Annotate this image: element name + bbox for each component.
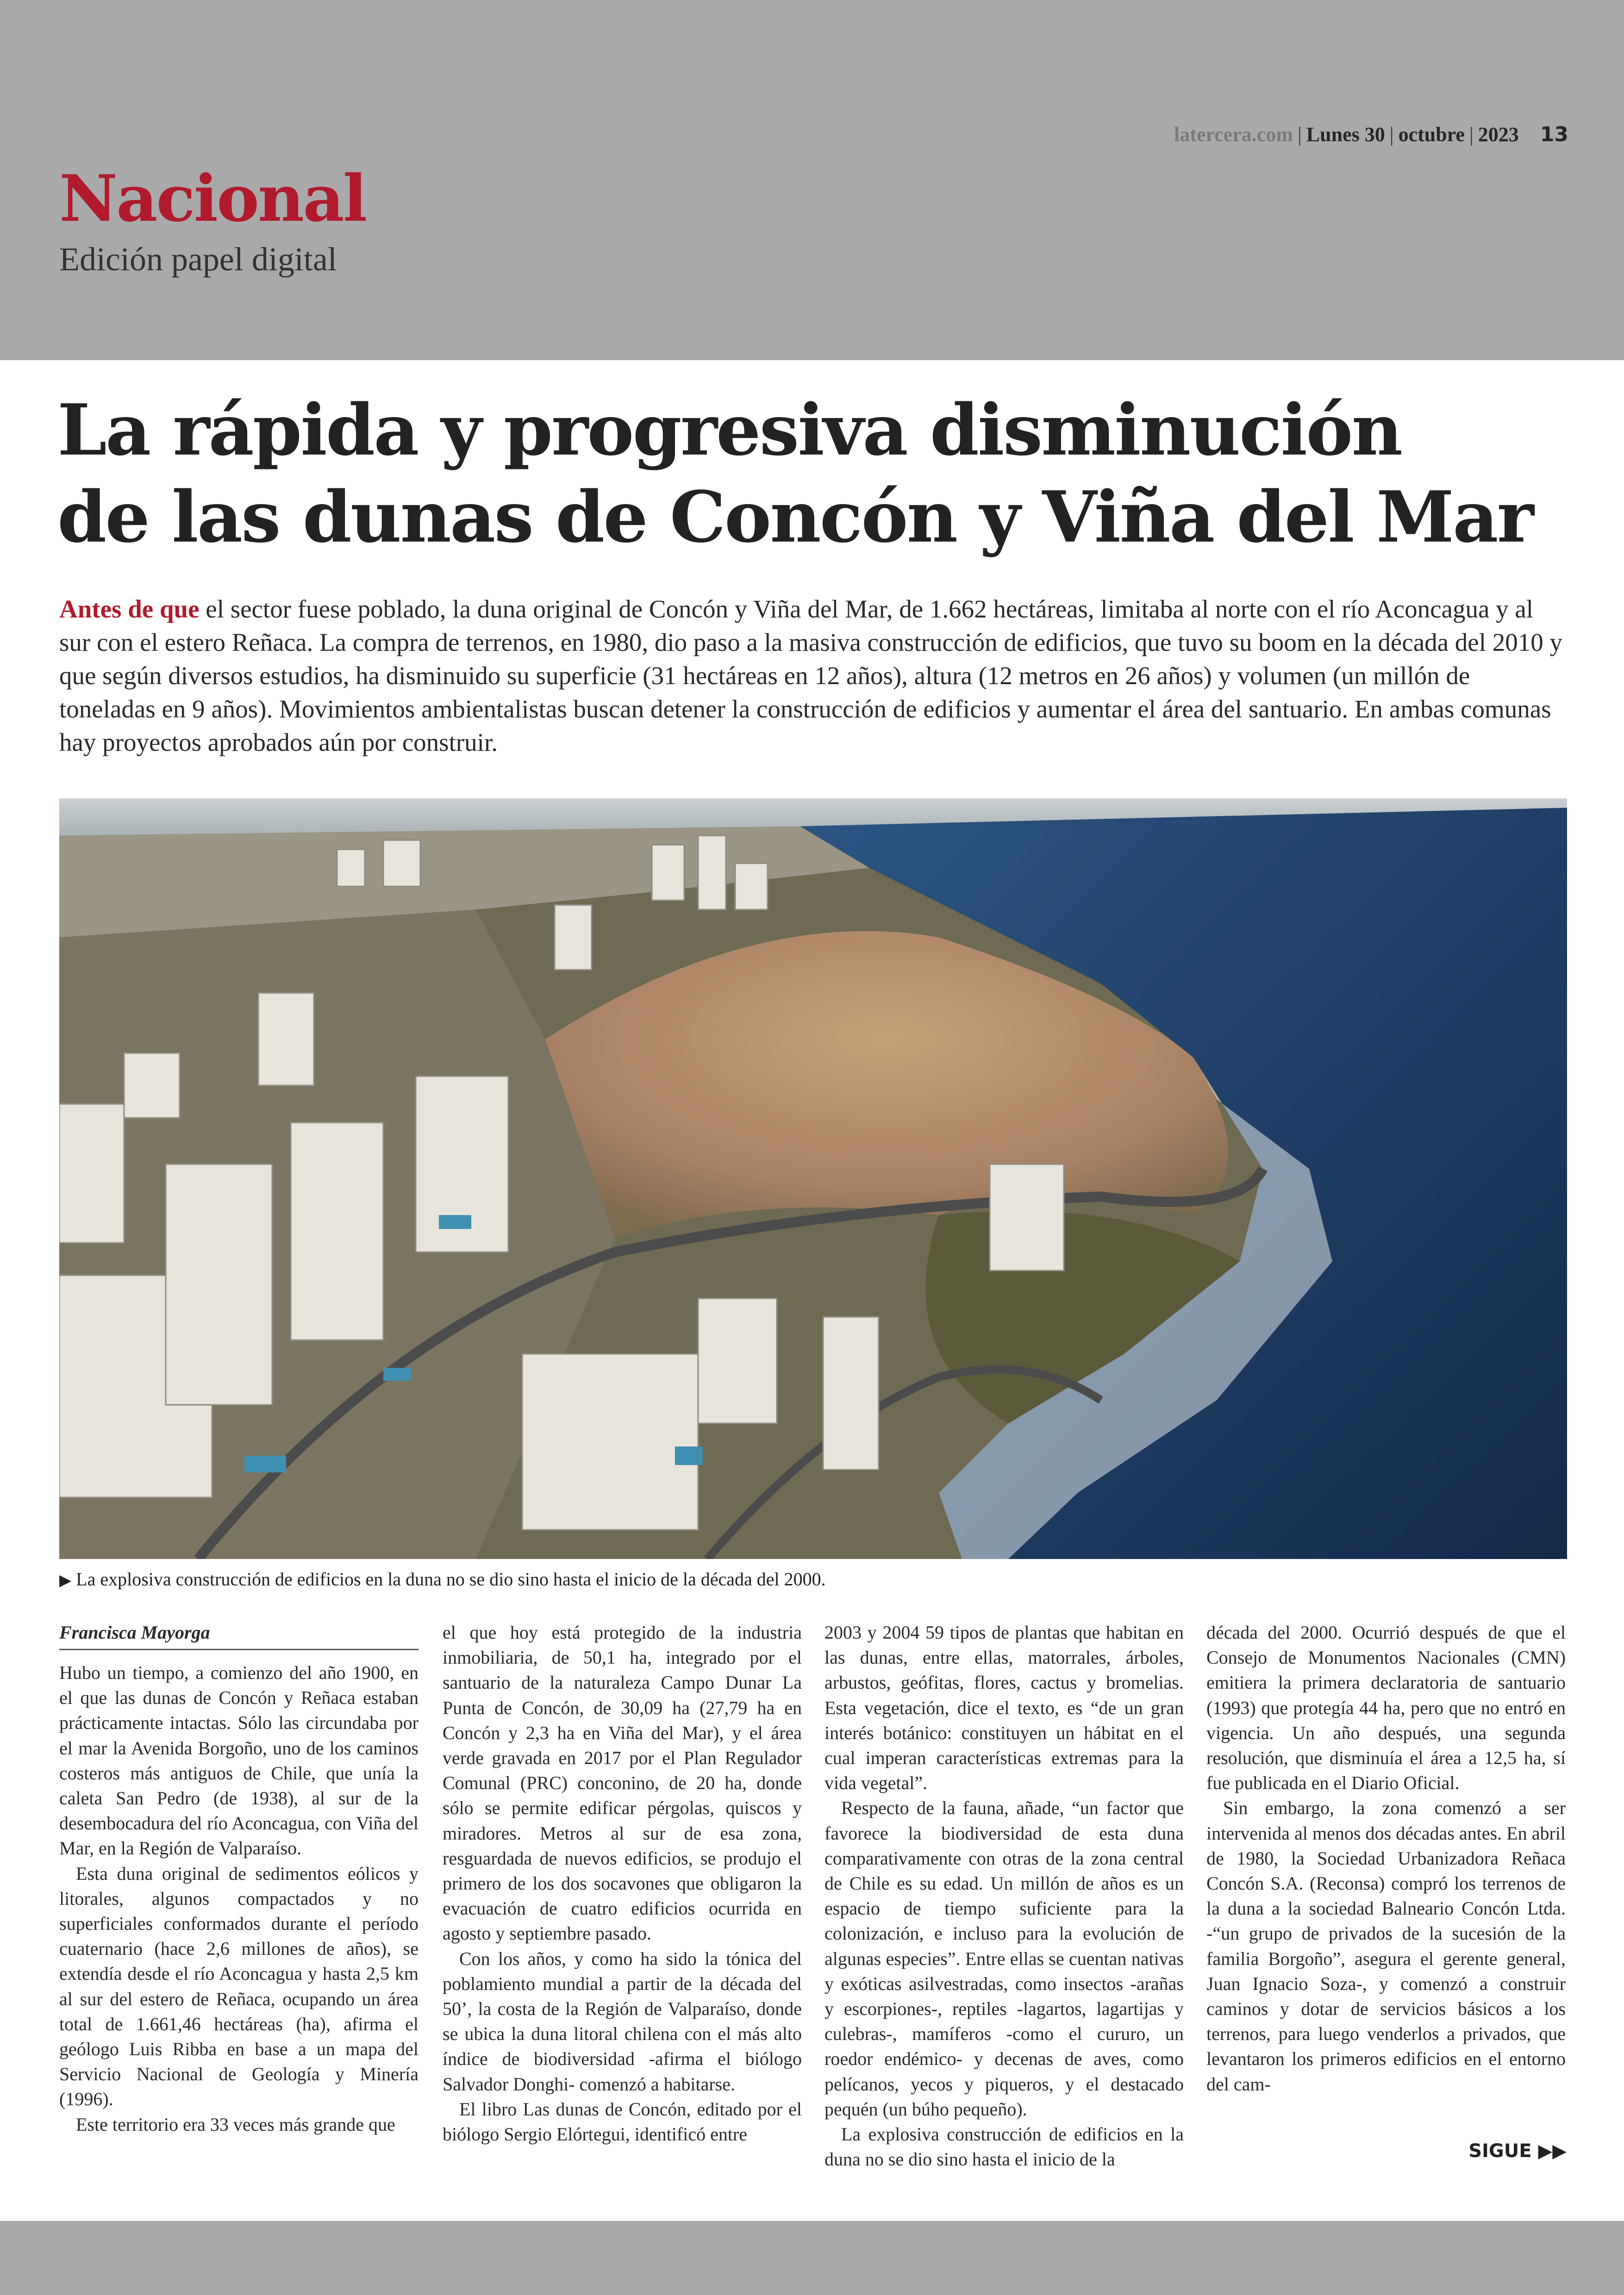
article-headline: [57, 387, 1576, 561]
paragraph: El libro Las dunas de Concón, editado por el biólogo Sergio Elórtegui, identificó entre: [443, 2098, 802, 2145]
lead-kicker: Antes de que: [59, 595, 200, 623]
caption-text: La explosiva construcción de edificios en la duna no se dio sino hasta el inicio de la década del 2000.: [76, 1569, 826, 1590]
photo-caption: [59, 1568, 1568, 1590]
article-lead: [59, 592, 1568, 759]
paragraph: Con los años, y como ha sido la tónica del poblamiento mundial a partir de la década del 50’, la costa de la Región de Valparaíso, donde se ubica la duna litoral chilena con el más alto índice de biodiversidad -afirma el biólogo Salvador Donghi- comenzó a habitarse.: [443, 1948, 802, 2095]
photo-illustration: [59, 798, 1567, 1559]
continue-link[interactable]: [1468, 2140, 1567, 2162]
headline-line-1: La rápida y progresiva disminución: [57, 388, 1402, 471]
page-number: 13: [1540, 123, 1568, 146]
aerial-dune-photo: [59, 798, 1567, 1559]
headline-line-2: de las dunas de Concón y Viña del Mar: [57, 475, 1533, 558]
footer-band: [0, 2221, 1624, 2295]
continue-label: SIGUE: [1468, 2140, 1532, 2162]
site-link[interactable]: latercera.com: [1174, 123, 1293, 146]
paragraph: Hubo un tiempo, a comienzo del año 1900, en el que las dunas de Concón y Reñaca estaban prácticamente intactas. Sólo las circundaba por el mar la Avenida Borgoño, uno de los caminos costeros más antiguos de Chile, que unía la caleta San Pedro (de 1938), al sur de la desembocadura del río Aconcagua, con Viña del Mar, en la Región de Valparaíso.: [59, 1662, 418, 1859]
paragraph: Esta duna original de sedimentos eólicos y litorales, algunos compactados y no superficiales conformados durante el período cuaternario (hace 2,6 millones de años), se extendía desde el río Aconcagua y hasta 2,5 km al sur del estero de Reñaca, ocupando un área total de 1.661,46 hectáreas (ha), afirma el geólogo Luis Ribba en base a un mapa del Servicio Nacional de Geología y Minería (1996).: [59, 1863, 418, 2110]
paragraph: Respecto de la fauna, añade, “un factor que favorece la biodiversidad de esta duna comparativamente con otras de la zona central de Chile es su edad. Un millón de años es un espacio de tiempo suficiente para la colonización, e incluso para la evolución de algunas especies”. Entre ellas se cuentan nativas y exóticas asilvestradas, como insectos -arañas y escorpiones-, reptiles -lagartos, lagartijas y culebras-, mamíferos -como el cururo, un roedor endémico- y decenas de aves, como pelícanos, yecos y piqueros, y el destacado pequén (un búho pequeño).: [824, 1797, 1184, 2120]
byline: Francisca Mayorga: [59, 1620, 418, 1650]
paragraph: Este territorio era 33 veces más grande que: [76, 2114, 395, 2135]
double-arrow-icon: ▶▶: [1538, 2140, 1567, 2162]
paragraph: Sin embargo, la zona comenzó a ser intervenida al menos dos décadas antes. En abril de 1980, la Sociedad Urbanizadora Reñaca Concón S.A. (Reconsa) compró los terrenos de la duna a la sociedad Balneario Concón Ltda. -“un grupo de privados de la sucesión de la familia Borgoño”, asegura el gerente general, Juan Ignacio Soza-, y comenzó a construir caminos y dotar de servicios básicos a los terrenos, para luego venderlos a privados, que levantaron los primeros edificios en el entorno del cam-: [1206, 1797, 1566, 2095]
body-column-2: [443, 1620, 802, 2147]
caption-triangle-icon: ▶: [59, 1571, 72, 1590]
date-year: 2023: [1478, 123, 1519, 146]
edition-label: Edición papel digital: [59, 241, 337, 278]
lead-text: el sector fuese poblado, la duna original de Concón y Viña del Mar, de 1.662 hectáreas, limitaba al norte con el río Aconcagua y al sur con el estero Reñaca. La compra de terrenos, en 1980, dio paso a la masiva construcción de edificios, que tuvo su boom en la década del 2010 y que según diversos estudios, ha disminuido su superficie (31 hectáreas en 12 años), altura (12 metros en 26 años) y volumen (un millón de toneladas en 9 años). Movimientos ambientalistas buscan detener la construcción de edificios y aumentar el área del santuario. En ambas comunas hay proyectos aprobados aún por construir.: [59, 595, 1562, 756]
masthead-dateline: latercera.com | Lunes 30 | octubre | 2023 13: [1174, 123, 1568, 146]
section-title: Nacional: [59, 161, 366, 236]
body-column-1: [59, 1620, 418, 2137]
paragraph: La explosiva construcción de edificios en la duna no se dio sino hasta el inicio de la: [824, 2124, 1184, 2170]
date-day: Lunes 30: [1306, 123, 1385, 146]
body-column-4: [1206, 1620, 1566, 2097]
body-column-3: [824, 1620, 1184, 2172]
paragraph: década del 2000. Ocurrió después de que el Consejo de Monumentos Nacionales (CMN) emitiera la primera declaratoria de santuario (1993) que protegía 44 ha, pero que no entró en vigencia. Un año después, una segunda resolución, que disminuía el área a 12,5 ha, sí fue publicada en el Diario Oficial.: [1206, 1622, 1566, 1794]
paragraph: 2003 y 2004 59 tipos de plantas que habitan en las dunas, entre ellas, matorrales, árboles, arbustos, geófitas, flores, cactus y bromelias. Esta vegetación, dice el texto, es “de un gran interés botánico: constituyen un hábitat en el cual imperan características extremas para la vida vegetal”.: [824, 1622, 1184, 1794]
paragraph: el que hoy está protegido de la industria inmobiliaria, de 50,1 ha, integrado por el santuario de la naturaleza Campo Dunar La Punta de Concón, de 30,09 ha (27,79 ha en Concón y 2,3 ha en Viña del Mar), y el área verde gravada en 2017 por el Plan Regulador Comunal (PRC) conconino, de 20 ha, donde sólo se permite edificar pérgolas, quiscos y miradores. Metros al sur de esa zona, resguardada de nuevos edificios, se produjo el primero de los dos socavones que obligaron la evacuación de cuatro edificios ocurrida en agosto y septiembre pasado.: [443, 1622, 802, 1944]
date-month: octubre: [1398, 123, 1465, 146]
